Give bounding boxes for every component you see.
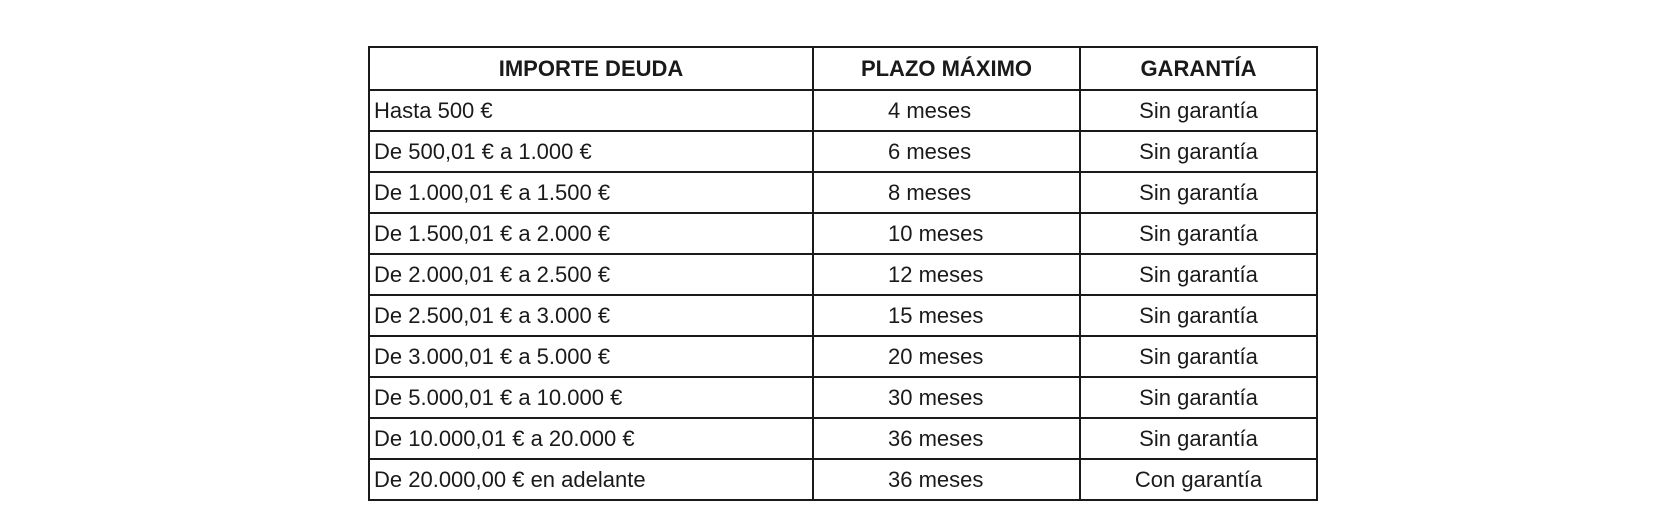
maximum-term-cell: 36 meses — [813, 459, 1080, 500]
table-row — [369, 418, 1317, 459]
header-row — [369, 47, 1317, 90]
guarantee-cell: Sin garantía — [1080, 254, 1317, 295]
debt-amount-cell: De 500,01 € a 1.000 € — [369, 131, 813, 172]
table-row — [369, 213, 1317, 254]
debt-amount-cell: De 10.000,01 € a 20.000 € — [369, 418, 813, 459]
maximum-term-cell: 10 meses — [813, 213, 1080, 254]
deferral-terms-table-container — [368, 46, 1318, 501]
guarantee-cell: Sin garantía — [1080, 90, 1317, 131]
header-maximum-term: PLAZO MÁXIMO — [813, 47, 1080, 90]
table-row — [369, 336, 1317, 377]
maximum-term-cell: 6 meses — [813, 131, 1080, 172]
table-row — [369, 131, 1317, 172]
debt-amount-cell: De 5.000,01 € a 10.000 € — [369, 377, 813, 418]
maximum-term-cell: 30 meses — [813, 377, 1080, 418]
guarantee-cell: Sin garantía — [1080, 336, 1317, 377]
maximum-term-cell: 36 meses — [813, 418, 1080, 459]
guarantee-cell: Sin garantía — [1080, 295, 1317, 336]
table-header — [369, 47, 1317, 90]
table-row — [369, 90, 1317, 131]
table-row — [369, 295, 1317, 336]
debt-amount-cell: De 2.000,01 € a 2.500 € — [369, 254, 813, 295]
guarantee-cell: Sin garantía — [1080, 418, 1317, 459]
header-debt-amount: IMPORTE DEUDA — [369, 47, 813, 90]
deferral-terms-table — [368, 46, 1318, 501]
debt-amount-cell: De 3.000,01 € a 5.000 € — [369, 336, 813, 377]
guarantee-cell: Sin garantía — [1080, 213, 1317, 254]
debt-amount-cell: De 20.000,00 € en adelante — [369, 459, 813, 500]
maximum-term-cell: 20 meses — [813, 336, 1080, 377]
debt-amount-cell: De 2.500,01 € a 3.000 € — [369, 295, 813, 336]
debt-amount-cell: Hasta 500 € — [369, 90, 813, 131]
table-body — [369, 90, 1317, 500]
guarantee-cell: Con garantía — [1080, 459, 1317, 500]
header-guarantee: GARANTÍA — [1080, 47, 1317, 90]
table-row — [369, 377, 1317, 418]
table-row — [369, 172, 1317, 213]
debt-amount-cell: De 1.000,01 € a 1.500 € — [369, 172, 813, 213]
debt-amount-cell: De 1.500,01 € a 2.000 € — [369, 213, 813, 254]
guarantee-cell: Sin garantía — [1080, 172, 1317, 213]
maximum-term-cell: 8 meses — [813, 172, 1080, 213]
maximum-term-cell: 15 meses — [813, 295, 1080, 336]
maximum-term-cell: 4 meses — [813, 90, 1080, 131]
table-row — [369, 459, 1317, 500]
maximum-term-cell: 12 meses — [813, 254, 1080, 295]
table-row — [369, 254, 1317, 295]
guarantee-cell: Sin garantía — [1080, 131, 1317, 172]
guarantee-cell: Sin garantía — [1080, 377, 1317, 418]
